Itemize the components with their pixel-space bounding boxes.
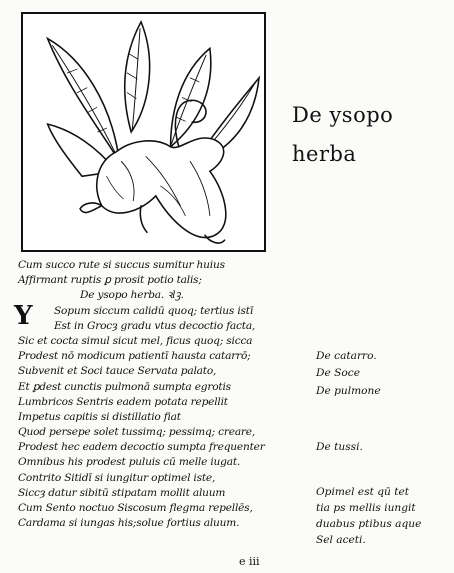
- text-line: Sic et cocta simul sicut mel, ficus quoq; sicca: [18, 334, 253, 347]
- text-line: Subvenit et Soci tauce Servata palato,: [18, 365, 217, 378]
- section-title: De ysopo herba. ꝛlꝫ.: [80, 289, 184, 302]
- text-line: Cum Sento noctuo Siscosum flegma repellēs,: [18, 502, 253, 514]
- main-text-block: [18, 258, 310, 531]
- text-line: Affirmant ruptis ꝑ prosit potio talis;: [18, 274, 202, 287]
- text-line: Prodest hec eadem decoctio sumpta frequenter: [18, 441, 265, 454]
- text-line: Et ꝑdest cunctis pulmonā sumpta egrotis: [18, 380, 231, 393]
- signature-mark: e iii: [239, 555, 260, 568]
- page-heading-line-1: De ysopo: [292, 103, 394, 127]
- margin-note: De tussi.: [316, 441, 363, 453]
- margin-note: tia ps mellis iungit: [316, 502, 416, 514]
- text-line: Cum succo rute si succus sumitur huius: [18, 259, 225, 271]
- text-line: Siccȝ datur sibitū stipatam mollit aluum: [18, 486, 226, 499]
- page-heading-line-2: herba: [292, 142, 357, 166]
- margin-note: duabus ptibus aque: [316, 518, 422, 530]
- margin-note: De catarro.: [316, 350, 377, 362]
- margin-note: Sel aceti.: [316, 534, 366, 546]
- plant-root-drawing: [23, 14, 264, 250]
- decorative-initial: Y: [14, 301, 33, 331]
- text-line: Omnibus his prodest puluis cū melle iugat.: [18, 456, 241, 469]
- margin-note: De pulmone: [316, 385, 381, 397]
- text-line: Sopum siccum calidū quoq; tertius istī: [54, 304, 254, 317]
- text-line: Contrito Sitidī si iungitur optimel iste,: [18, 471, 216, 484]
- text-line: Lumbricos Sentris eadem potata repellit: [18, 395, 228, 408]
- woodcut-illustration: [21, 12, 266, 252]
- text-line: Prodest nō modicum patientī hausta catarrō;: [18, 350, 251, 363]
- margin-note: Opimel est qū tet: [316, 486, 410, 498]
- text-line: Impetus capitis si distillatio fiat: [18, 410, 181, 423]
- text-line: Quod persepe solet tussimq; pessimq; creare,: [18, 426, 256, 439]
- margin-note: De Soce: [316, 367, 360, 379]
- text-line: Est in Grocȝ gradu vtus decoctio facta,: [54, 319, 256, 332]
- text-line: Cardama si iungas his;solue fortius aluum.: [18, 517, 240, 530]
